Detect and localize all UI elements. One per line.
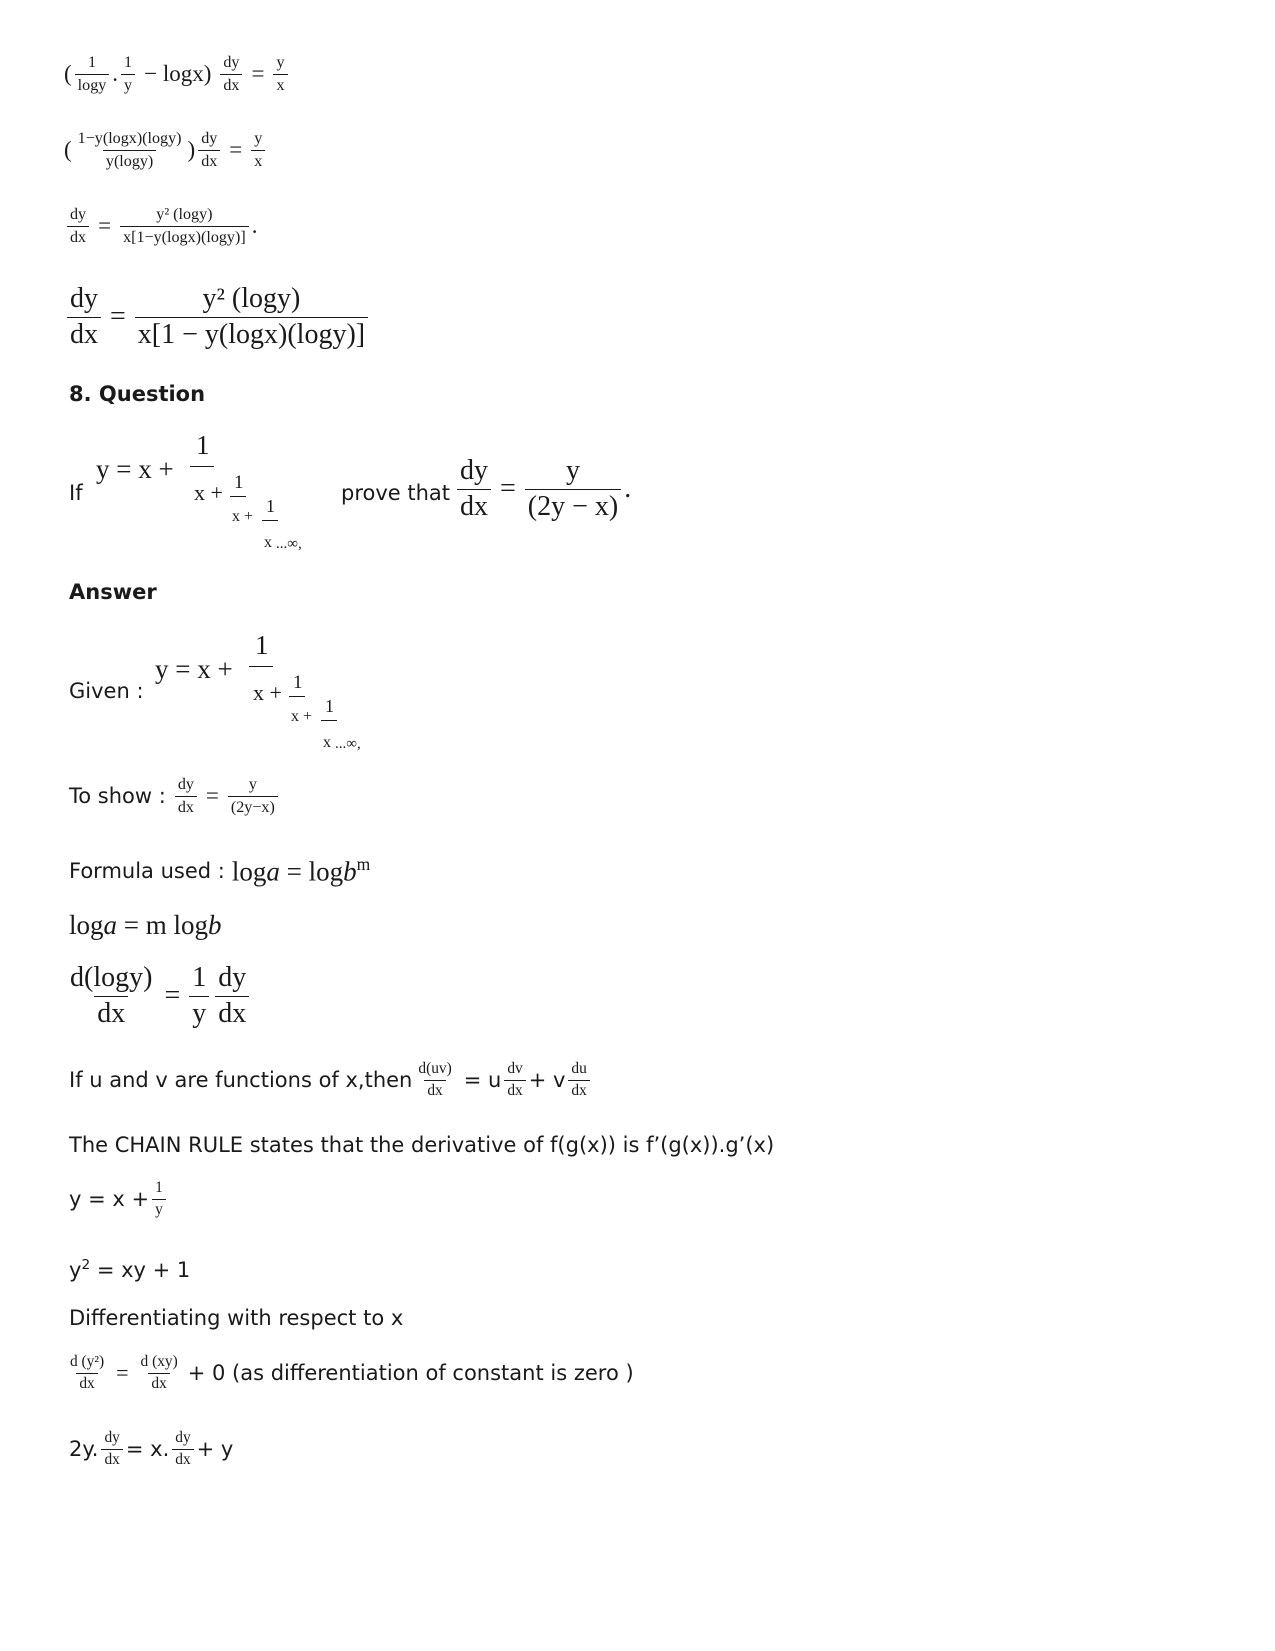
formula-used-label: Formula used : — [69, 858, 225, 883]
fraction-1-over-y: $\frac{1}{y}$ — [121, 54, 135, 94]
step-4: 2y. $\frac{dy}{dx}$ = x. $\frac{dy}{dx}$ + y — [69, 1429, 234, 1468]
product-rule-line: If u and v are functions of x,then $\frac{d(uv)}{dx}$ = u $\frac{dv}{dx}$ + v $\frac{du}{dx}$ — [69, 1061, 593, 1100]
continued-fraction: y = x + 1 x + 1 x + 1 x ...∞, — [155, 630, 361, 752]
fraction-result: $\frac{\text{y² (logy)}}{x[1 - y(\log x)(\log y)]}$ — [135, 284, 368, 351]
step-2: $y^2$ = xy + 1 — [69, 1257, 191, 1283]
equation-line-2: ( $\frac{1-y(\log x)(\log y)}{y(\log y)}$ ) $\frac{dy}{dx}$ = $\frac{y}{x}$ — [64, 130, 268, 170]
derivative-dy-dx: $\frac{dy}{dx}$ — [175, 776, 197, 816]
to-show-label: To show : — [69, 784, 166, 809]
step-1: y = x + $\frac{1}{y}$ — [69, 1180, 169, 1219]
derivative-dy-dx: $\frac{dy}{dx}$ — [67, 284, 101, 351]
fraction-y-over-2y-minus-x: $\frac{y}{(2y-x)}$ — [228, 776, 278, 816]
to-show-line: To show : $\frac{dy}{dx}$ = $\frac{y}{(2y-x)}$ — [69, 776, 281, 816]
fraction-y-over-x: $\frac{y}{x}$ — [273, 54, 287, 94]
chain-rule-text: The CHAIN RULE states that the derivative of f(g(x)) is f’(g(x)).g’(x) — [69, 1133, 775, 1157]
equation-line-4: $\frac{dy}{dx}$ = $\frac{\text{y² (logy)}}{x[1 - y(\log x)(\log y)]}$ — [64, 284, 371, 351]
formula-used-line — [69, 854, 370, 888]
answer-heading: Answer — [69, 580, 157, 604]
continued-fraction: y = x + 1 x + 1 x + 1 x ...∞, — [96, 430, 302, 552]
derivative-dy-dx: $\frac{dy}{dx}$ — [198, 130, 220, 170]
prove-that-label: prove that — [341, 481, 451, 505]
differentiating-text: Differentiating with respect to x — [69, 1306, 404, 1330]
step-3: $\frac{\text{d (y²)}}{dx}$ = $\frac{d (xy)}{dx}$ + 0 (as differentiation of constant is zero ) — [70, 1353, 634, 1392]
fraction-result: $\frac{\text{y² (logy)}}{x[1-y(\log x)(\log y)]}$ — [120, 206, 249, 246]
equation-line-1: ( $\frac{1}{\log y}$ . $\frac{1}{y}$ − logx) $\frac{dy}{dx}$ = $\frac{y}{x}$ — [64, 54, 291, 94]
paren-open: ( — [64, 61, 72, 87]
formula-log-power: loga = logb$^m$ — [231, 854, 371, 887]
fraction-main: $\frac{1-y(\log x)(\log y)}{y(\log y)}$ — [77, 130, 182, 170]
question-heading: 8. Question — [69, 382, 206, 406]
formula-log-rule: loga = m logb — [69, 910, 222, 940]
fraction-y-over-2y-minus-x: $\frac{y}{(2y - x)}$ — [525, 456, 621, 523]
derivative-dy-dx: $\frac{dy}{dx}$ — [67, 206, 89, 246]
given-label: Given : — [69, 679, 144, 703]
formula-derivative-log: $\frac{d(\log y)}{dx}$ = $\frac{1}{y}$ $\frac{dy}{dx}$ — [64, 963, 252, 1030]
derivative-dy-dx: $\frac{dy}{dx}$ — [220, 54, 242, 94]
equation-line-3: $\frac{dy}{dx}$ = $\frac{\text{y² (logy)}}{x[1-y(\log x)(\log y)]}$ . — [64, 206, 257, 246]
fraction-y-over-x: $\frac{y}{x}$ — [251, 130, 265, 170]
prove-equation: $\frac{dy}{dx}$ = $\frac{y}{(2y - x)}$ . — [454, 456, 631, 523]
if-label: If — [69, 481, 83, 505]
derivative-dy-dx: $\frac{dy}{dx}$ — [457, 456, 491, 523]
fraction-1-over-logy: $\frac{1}{\log y}$ — [75, 54, 110, 94]
